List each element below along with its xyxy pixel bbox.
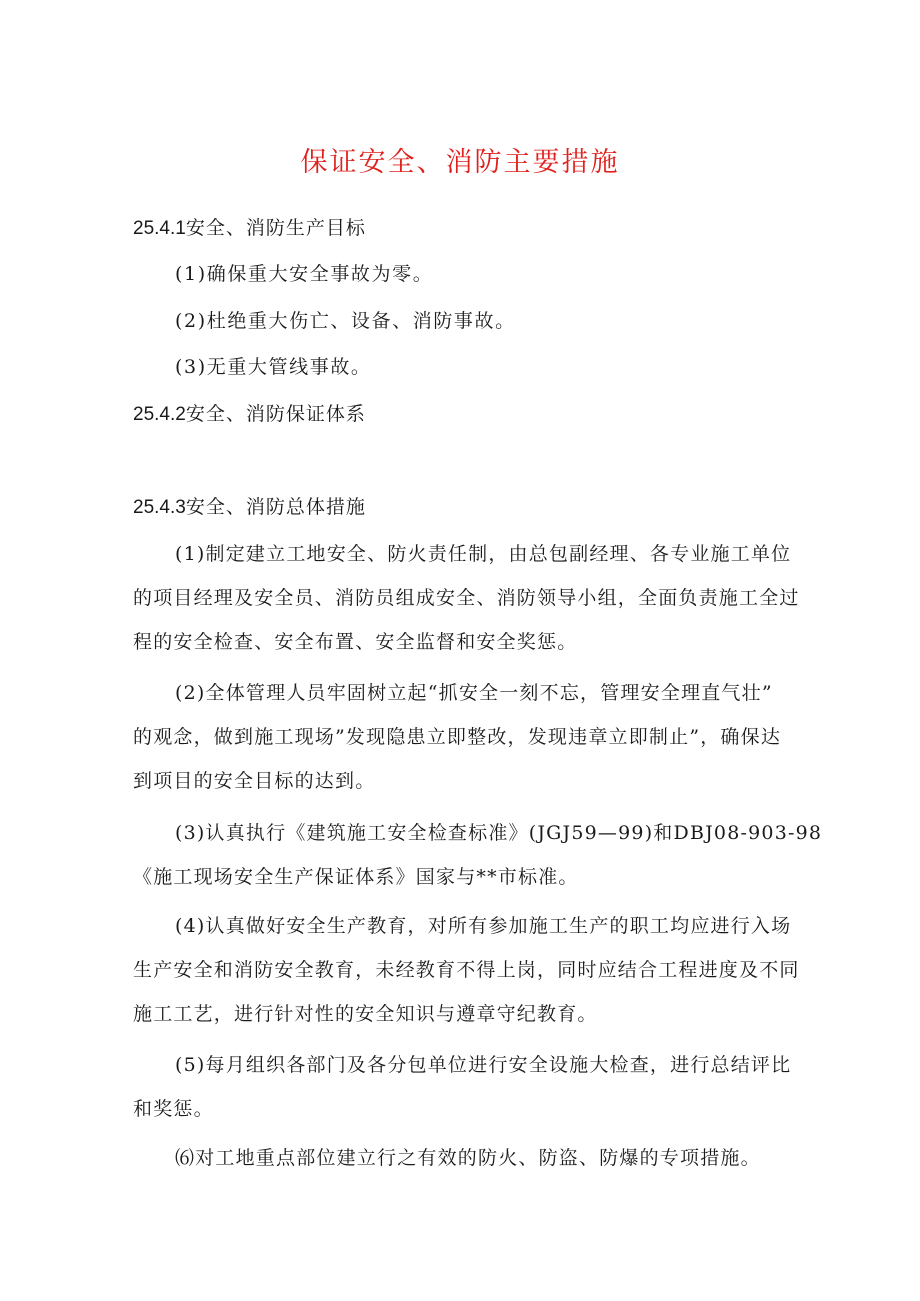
goal-item-3: (3)无重大管线事故。 (175, 356, 372, 378)
paragraph-line: 程的安全检查、安全布置、安全监督和安全奖惩。 (133, 631, 578, 653)
paragraph-line: ⑹对工地重点部位建立行之有效的防火、防盗、防爆的专项措施。 (175, 1147, 761, 1169)
page-title: 保证安全、消防主要措施 (300, 147, 620, 178)
goal-item-1: (1)确保重大安全事故为零。 (175, 263, 434, 285)
measure-paragraph-6 (133, 1143, 793, 1187)
paragraph-line: (1)制定建立工地安全、防火责任制，由总包副经理、各专业施工单位 (175, 543, 792, 565)
section-heading-25-4-2 (133, 399, 366, 430)
section-title: 安全、消防总体措施 (185, 496, 366, 518)
paragraph-line: 《施工现场安全生产保证体系》国家与**市标准。 (133, 866, 579, 888)
measure-paragraph-3 (133, 818, 823, 906)
paragraph-line: 的项目经理及安全员、消防员组成安全、消防领导小组，全面负责施工全过 (133, 587, 800, 609)
section-number: 25.4.1 (133, 218, 186, 239)
section-title: 安全、消防保证体系 (185, 403, 366, 425)
measure-paragraph-1 (133, 539, 800, 671)
paragraph-line: (4)认真做好安全生产教育，对所有参加施工生产的职工均应进行入场 (175, 915, 792, 937)
measure-paragraph-2 (133, 678, 793, 810)
section-number: 25.4.3 (133, 497, 186, 518)
paragraph-line: 的观念，做到施工现场”发现隐患立即整改，发现违章立即制止”，确保达 (133, 726, 782, 748)
paragraph-line: 和奖惩。 (133, 1098, 214, 1120)
paragraph-line: 施工工艺，进行针对性的安全知识与遵章守纪教育。 (133, 1003, 598, 1025)
section-number: 25.4.2 (133, 404, 186, 425)
measure-paragraph-5 (133, 1050, 793, 1138)
measure-paragraph-4 (133, 911, 800, 1043)
goal-item-2: (2)杜绝重大伤亡、设备、消防事故。 (175, 310, 516, 332)
section-title: 安全、消防生产目标 (185, 217, 366, 239)
section-heading-25-4-1 (133, 213, 366, 244)
paragraph-line: 到项目的安全目标的达到。 (133, 770, 376, 792)
section-heading-25-4-3 (133, 492, 366, 523)
paragraph-line: (2)全体管理人员牢固树立起“抓安全一刻不忘，管理安全理直气壮” (175, 682, 773, 704)
paragraph-line: 生产安全和消防安全教育，未经教育不得上岗，同时应结合工程进度及不同 (133, 959, 800, 981)
paragraph-line: (5)每月组织各部门及各分包单位进行安全设施大检查，进行总结评比 (175, 1054, 792, 1076)
paragraph-line: (3)认真执行《建筑施工安全检查标准》(JGJ59—99)和DBJ08-903-98 (175, 822, 823, 844)
